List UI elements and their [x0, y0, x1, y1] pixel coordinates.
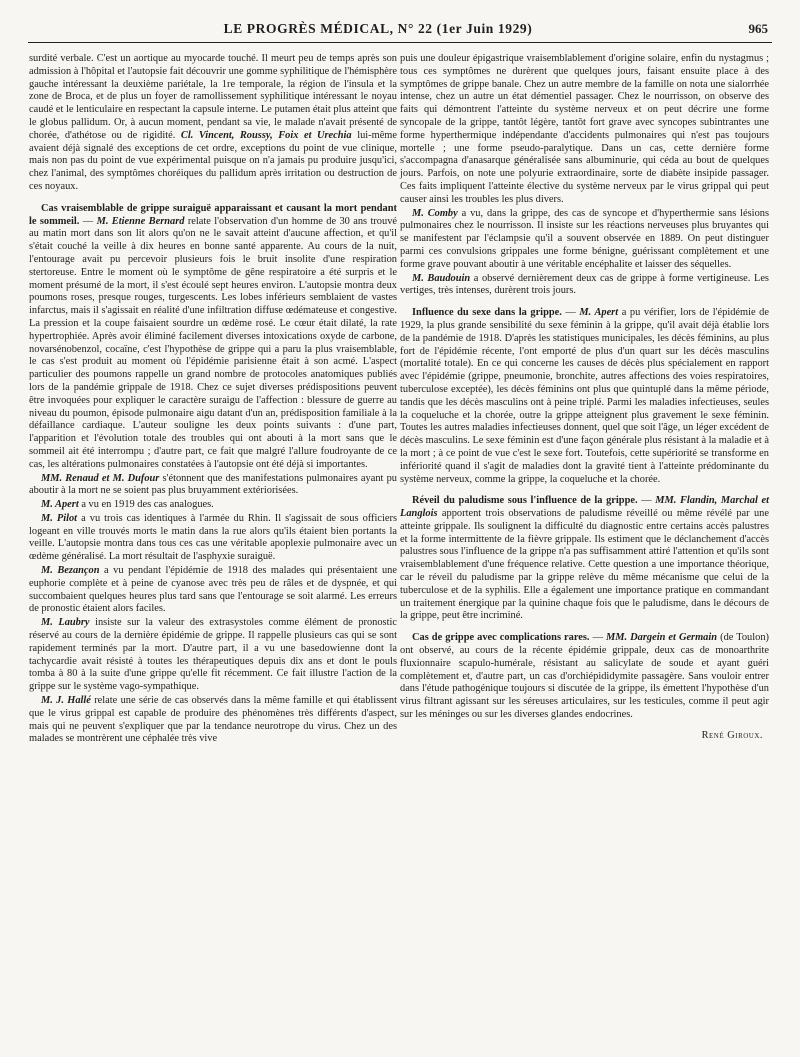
section-heading: Réveil du paludisme sous l'influence de la grippe.	[412, 495, 638, 507]
journal-title: LE PROGRÈS MÉDICAL, N° 22 (1er Juin 1929)	[223, 21, 533, 36]
section-sleep-death: Cas vraisemblable de grippe suraiguë apparaissant et causant la mort pendant le sommeil. — M. Etienne Bernard relate l'observation d'un homme de 30 ans trouvé au matin mort dans son lit alors qu'on ne le savait atteint d'aucune affection, et qu'il s'était couché la veille à dix heures en bonne santé apparente. Au cours de la nuit, l'entourage avait pu percevoir plusieurs fois le bruit insolite d'une respiration stertoreuse. Entre le moment où le symptôme de gêne respiratoire a été surpris et le moment présumé de la mort, il s'est écoulé sept heures environ. L'autopsie montra deux poumons roses, presque rouges, turgescents. Les lobes inférieurs semblaient de vastes infarctus, mais il s'agissait en réalité d'une infiltration diffuse œdémateuse et congestive. La pression et la coupe faisaient sourdre un œdème rosé. Le cœur était dilaté, la rate hypertrophiée. Après avoir éliminé facilement diverses intoxications oxyde de carbone, novarsénobenzol, cocaïne, c'est l'hypothèse de grippe qui a paru la plus vraisemblable, le cas s'est produit au moment où l'épidémie parisienne était à son acmé. L'aspect particulier des poumons rappelle un grand nombre de protocoles anatomiques publiés lors de la pandémie grippale de 1918. Chez ce sujet diverses prédispositions peuvent être invoquées pour expliquer le caractère suraigu de l'affection : blessure de guerre au niveau du poumon, épisode pulmonaire aigu datant d'un an, prédisposition familiale à la défaillance cardiaque. L'auteur souligne les deux points suivants : d'une part, l'apparition et l'évolution totale des troubles qui ont abouti à la mort sans que le sommeil ait été interrompu ; d'autre part, ce fait que malgré l'allure foudroyante de ce cas, les altérations pulmonaires constatées à l'autopsie ont été déjà si importantes.	[29, 202, 397, 470]
author-name: M. Apert	[579, 307, 619, 319]
author-name: M. Comby	[412, 207, 458, 219]
author-location: (de Toulon)	[720, 632, 769, 644]
author-name: M. Laubry	[41, 617, 90, 629]
right-column	[400, 53, 769, 743]
paragraph: M. J. Hallé relate une série de cas observés dans la même famille et qui établissent que le virus grippal est capable de produire des phénomènes très différents d'aspect, mais qui ne peuvent s'expliquer que par la tendance neurotrope du virus. Chez un des malades se montrèrent une céphalée très vive	[29, 695, 397, 745]
section-rare-complications: Cas de grippe avec complications rares. — MM. Dargein et Germain (de Toulon) ont observé, au cours de la récente épidémie grippale, deux cas de monoarthrite fluxionnaire scapulo-humérale, résistant au salicylate de soude et ayant guéri complètement et, d'autre part, un cas d'orchiépididymite passagère. Sans vouloir entrer dans l'étude pathogénique toujours si discutée de la grippe, ils émettent l'hypothèse d'un virus filtrant agissant sur les séreuses articulaires, sur les testicules, comme il peut agir sur les méninges ou sur les diverses glandes endocrines.	[400, 632, 769, 721]
author-name: M. Etienne Bernard	[96, 215, 185, 227]
author-name: M. Bezançon	[41, 565, 100, 577]
page-number: 965	[748, 21, 768, 36]
paragraph: M. Baudouin a observé dernièrement deux cas de grippe à forme vertigineuse. Les vertiges, très intenses, durèrent trois jours.	[400, 272, 769, 297]
paragraph: MM. Renaud et M. Dufour s'étonnent que des manifestations pulmonaires ayant pu aboutir à la mort ne se soient pas plus bruyamment extériorisées.	[29, 472, 397, 497]
paragraph: M. Comby a vu, dans la grippe, des cas de syncope et d'hyperthermie sans lésions pulmonaires chez le nourrisson. Il insiste sur les réactions nerveuses plus bruyantes qui se manifestent par l'éclampsie qu'il a souvent observée en 1889. On peut distinguer parmi ces convulsions grippales une forme bénigne, guérissant complètement et une forme grave pouvant aboutir à une véritable encéphalite et laisser des séquelles.	[400, 207, 770, 270]
section-heading: Cas vraisemblable de grippe suraiguë apparaissant et causant la mort pendant le sommeil.	[29, 202, 397, 227]
author-name: MM. Flandin, Marchal et Langlois	[400, 495, 769, 520]
paragraph: M. Apert a vu en 1919 des cas analogues.	[41, 499, 214, 511]
section-heading: Cas de grippe avec complications rares.	[412, 632, 590, 644]
section-heading: Influence du sexe dans la grippe.	[412, 307, 562, 319]
author-name: M. Pilot	[41, 512, 78, 524]
paragraph: puis une douleur épigastrique vraisemblablement d'origine solaire, enfin du nystagmus ; tous ces symptômes ne durèrent que quelques jours, faisant ensuite place à des symptômes de grippe banale. Chez un autre membre de la famille on nota une sialorrhée intense, chez un autre un état démentiel passager. Chez le nourrisson, on observe des faits qui démontrent l'atteinte du système nerveux et on peut décrire une forme syncopale de la grippe, tantôt légère, tantôt fort grave avec syncopes subintrantes une forme hyperthermique indépendante d'accidents pulmonaires qui n'est pas toujours mortelle ; une forme pseudo-paralytique. Dans un cas, cette dernière forme s'accompagna d'anasarque généralisée sans albuminurie, qui céda au bout de quelques jours. Parfois, on note une polyurie extraordinaire, sorte de diabète insipide passager. Ces faits impliquent l'atteinte élective du système nerveux par le virus grippal qui peut causer ainsi les troubles les plus divers.	[400, 53, 769, 205]
author-name: M. J. Hallé	[41, 695, 91, 707]
author-name: MM. Renaud et M. Dufour	[41, 472, 160, 484]
author-name: M. Baudouin	[412, 272, 471, 284]
left-column	[29, 53, 397, 746]
paragraph: M. Laubry insiste sur la valeur des extrasystoles comme élément de pronostic réservé au cours de la dernière épidémie de grippe. Il rappelle plusieurs cas qui se sont rapidement terminés par la mort. D'autre part, il a vu une basedowienne dont la tachycardie avait résisté à toutes les thérapeutiques depuis dix ans et dont le pouls tomba à 80 à la suite d'une grippe qu'elle fit récemment. Ce fait illustre l'action de la grippe sur le système vago-sympathique.	[29, 617, 397, 693]
paragraph: surdité verbale. C'est un aortique au myocarde touché. Il meurt peu de temps après son admission à l'hôpital et l'autopsie fait découvrir une gomme syphilitique de l'hémisphère gauche intéressant la deuxième pariétale, la 1re temporale, la région de l'insula et la zone de Broca, et de plus un foyer de ramollissement syphilitique intéressant le noyau caudé et le lenticulaire en respectant la capsule interne. Le putamen était plus atteint que le globus pallidum. Or, à aucun moment, pendant sa vie, le malade n'avait présenté de chorée, d'athétose ou de rigidité. Cl. Vincent, Roussy, Foix et Urechia lui-même avaient déjà signalé des exceptions de cet ordre, exceptions du point de vue clinique, mais non pas du point de vue expérimental puisque on n'a jamais pu produire jusqu'ici, chez l'animal, des symptômes choréiques du pallidum après irritation ou destruction de ces noyaux.	[29, 53, 398, 192]
section-malaria-reawakening: Réveil du paludisme sous l'influence de la grippe. — MM. Flandin, Marchal et Langlois apportent trois observations de paludisme réveillé ou même révélé par une atteinte grippale. Ils soulignent la difficulté du diagnostic entre certains accès palustres et la forme intermittente de la fièvre grippale. Ils estiment que le déclanchement d'accès palustres sous l'influence de la grippe n'a pas suffisamment attiré l'attention et qu'ils sont vraisemblablement d'une fréquence relative. Cette question a une importance théorique, car le réveil du paludisme par la grippe relève du même mécanisme que celui de la tuberculose et de la syphilis. Elle a également une importance pratique en commandant un traitement énergique par la quinine chaque fois que le paludisme, dans le décours de la grippe, peut être incriminé.	[400, 495, 769, 622]
paragraph: M. Bezançon a vu pendant l'épidémie de 1918 des malades qui présentaient une euphorie complète et à peine de cyanose avec très peu de râles et de dyspnée, et qui succombaient quelques heures plus tard sans que l'entourage se soit alarmé. Les erreurs de pronostic étaient alors faciles.	[29, 565, 397, 615]
author-name: MM. Dargein et Germain	[606, 632, 718, 644]
section-sex-influence: Influence du sexe dans la grippe. — M. Apert a pu vérifier, lors de l'épidémie de 1929, la plus grande sensibilité du sexe féminin à la grippe, qu'il avait déjà établie lors de la pandémie de 1918. D'après les statistiques municipales, les décès féminins, au plus fort de l'épidémie récente, l'ont emporté de plus d'un quart sur les décès masculins (mortalité totale). En ce qui concerne les causes de décès plus spécialement en rapport avec l'épidémie (grippe, pneumonie, bronchite, autres affections des voies respiratoires, tuberculose exceptée), les décès féminins ont plus que quintuplé dans la même période, tandis que les décès masculins ont à peine triplé. Parmi les maladies infectieuses, seules la coqueluche et la chorée, outre la grippe atteignent plus gravement le sexe féminin. Toutes les autres maladies infectieuses donnent, quel que soit l'âge, un léger excédent de décès masculins. Le sexe féminin est d'une façon générale plus résistant à la maladie et à la mort ; à ce point de vue c'est le sexe fort. Toutefois, cette supériorité se transforme en infériorité quand il s'agit de maladies dont la gravité tient à l'atteinte prédominante du système nerveux, comme la grippe, la coqueluche et la chorée.	[400, 307, 769, 485]
signature: René Giroux.	[701, 729, 763, 741]
author-name: M. Apert	[41, 499, 79, 511]
paragraph: M. Pilot a vu trois cas identiques à l'armée du Rhin. Il s'agissait de sous officiers logeant en ville trouvés morts le matin dans la rue alors qu'ils étaient bien portants la veille. L'autopsie montra dans tous ces cas une véritable apoplexie pulmonaire avec un œdème généralisé. La mort résultait de l'asphyxie suraiguë.	[29, 512, 397, 563]
running-header	[28, 20, 772, 43]
author-names: Cl. Vincent, Roussy, Foix et Urechia	[180, 129, 352, 141]
